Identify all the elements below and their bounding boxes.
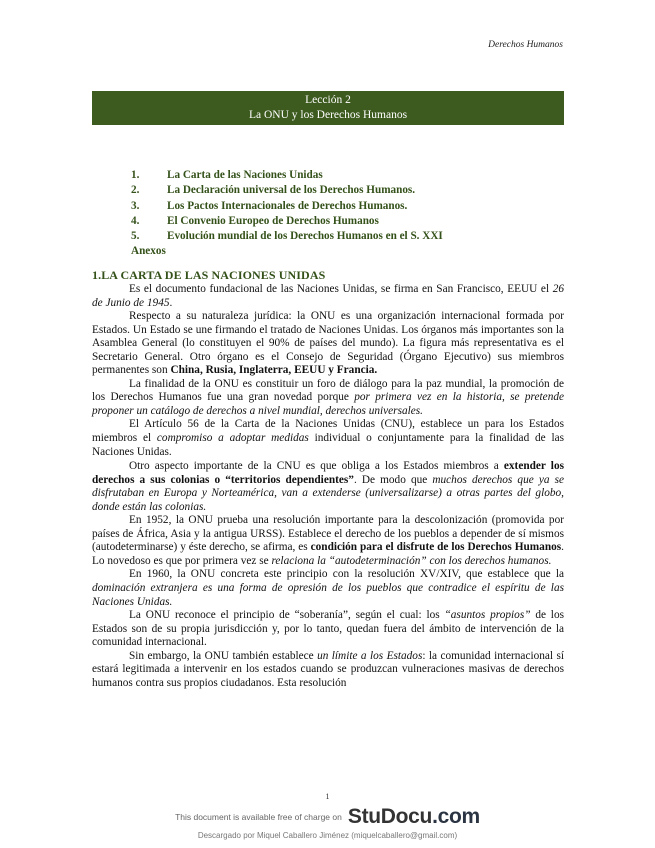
text-run: Es el documento fundacional de las Naciones Unidas, se firma en San Francisco, EEUU el xyxy=(129,283,553,295)
toc-item-text: Los Pactos Internacionales de Derechos Humanos. xyxy=(167,199,408,212)
text-run: . De modo que xyxy=(353,473,433,486)
toc-item xyxy=(131,214,571,229)
studocu-logo[interactable] xyxy=(348,805,480,829)
page-number: 1 xyxy=(325,792,330,801)
toc-annex-label: Anexos xyxy=(131,245,166,258)
availability-line xyxy=(175,805,480,829)
lesson-number: Lección 2 xyxy=(305,94,351,106)
running-header: Derechos Humanos xyxy=(488,40,563,50)
text-run: El Artículo 56 de la Carta de la Naciones Unidas (CNU), establece un para los Estados miembros el xyxy=(92,418,564,445)
members-emphasis: China, Rusia, Inglaterra, EEUU y Francia. xyxy=(170,364,378,377)
download-credit: Descargado por Miquel Caballero Jiménez (miquelcaballero@gmail.com) xyxy=(197,831,458,840)
paragraph xyxy=(92,378,564,419)
lesson-banner xyxy=(92,91,564,125)
italic-emphasis: por primera vez en la historia, se pretende proponer un catálogo de derechos a nivel mundial, derechos universales. xyxy=(92,391,564,417)
body-text xyxy=(92,283,564,690)
toc-item-number: 5. xyxy=(131,230,140,243)
paragraph xyxy=(92,609,564,650)
italic-emphasis: compromiso a adoptar medidas xyxy=(156,432,309,445)
toc-item xyxy=(131,199,571,214)
toc-item-number: 3. xyxy=(131,199,140,212)
text-run: de los Estados son de su propia jurisdicción y, por lo tanto, quedan fuera del ámbito de intervención de la comunidad internacional. xyxy=(92,609,564,649)
text-run: . xyxy=(169,296,173,309)
toc-item-number: 4. xyxy=(131,214,140,227)
paragraph xyxy=(92,460,564,514)
paragraph xyxy=(92,514,564,568)
text-run: Respecto a su naturaleza jurídica: la ONU es una organización internacional formada por Estados. Un Estado se une firmando el tratado de Naciones Unidas. Los órganos más importantes son la Asamblea General (lo constituyen el 90% de países del mundo). La figura más representativa es el Secretario General. Otro órgano es el Consejo de Seguridad (Órgano Ejecutivo) sus miembros permanentes son xyxy=(92,310,564,377)
text-run: : la comunidad internacional sí estará legitimada a intervenir en los estados cuando se produzcan vulneraciones masivas de derechos humanos contra sus propios ciudadanos. Esta resolución xyxy=(92,649,564,689)
paragraph xyxy=(92,310,564,378)
studocu-footer xyxy=(0,805,655,840)
toc-item-text: El Convenio Europeo de Derechos Humanos xyxy=(167,214,379,227)
text-run: . Lo novedoso es que por primera vez se xyxy=(92,541,564,567)
paragraph xyxy=(92,418,564,459)
logo-text: StuDocu xyxy=(347,805,433,828)
toc-item-text: La Carta de las Naciones Unidas xyxy=(167,169,323,181)
date-emphasis: 26 de Junio de 1945 xyxy=(92,283,564,309)
bold-emphasis: condición para el disfrute de los Derechos Humanos xyxy=(310,541,562,554)
table-of-contents xyxy=(131,168,571,260)
availability-text: This document is available free of charge on xyxy=(175,812,342,822)
toc-item-number: 1. xyxy=(131,169,140,181)
italic-emphasis: “asuntos propios” xyxy=(444,609,531,622)
toc-item xyxy=(131,229,571,244)
toc-item xyxy=(131,183,571,198)
logo-domain: .com xyxy=(432,805,480,828)
toc-item-text: La Declaración universal de los Derechos Humanos. xyxy=(167,184,416,197)
paragraph xyxy=(92,283,564,310)
text-run: La finalidad de la ONU es constituir un foro de diálogo para la paz mundial, la promoción de los Derechos Humanos fue una gran novedad porque xyxy=(92,377,564,404)
text-run: individual o conjuntamente para la finalidad de las Naciones Unidas. xyxy=(92,432,564,458)
bold-emphasis: extender los derechos a sus colonias o “territorios dependientes” xyxy=(92,460,564,486)
italic-emphasis: un límite a los Estados xyxy=(317,649,423,662)
text-run: En 1960, la ONU concreta este principio con la resolución XV/XIV, que establece que la xyxy=(129,568,564,581)
text-run: La ONU reconoce el principio de “soberanía”, según el cual: los xyxy=(129,609,445,622)
italic-emphasis: dominación extranjera es una forma de opresión de los pueblos que contradice el espíritu de las Naciones Unidas. xyxy=(92,582,564,608)
text-run: En 1952, la ONU prueba una resolución importante para la descolonización (promovida por países de África, Asia y la antigua URSS). Establece el derecho de los pueblos a depender de sí mismos (autodeterminarse) y éste derecho, se afirma, es xyxy=(92,514,564,554)
toc-item xyxy=(131,168,571,183)
toc-item-text: Evolución mundial de los Derechos Humanos en el S. XXI xyxy=(167,230,443,243)
paragraph xyxy=(92,568,564,609)
text-run: Otro aspecto importante de la CNU es que obliga a los Estados miembros a xyxy=(129,460,504,473)
italic-emphasis: muchos derechos que ya se disfrutaban en Europa y Norteamérica, van a extenderse (universalizarse) a otras partes del globo, donde están las colonias. xyxy=(92,473,564,513)
italic-emphasis: relaciona la “autodeterminación” con los derechos humanos. xyxy=(271,554,552,567)
toc-annex xyxy=(131,244,571,259)
section-heading: 1.LA CARTA DE LAS NACIONES UNIDAS xyxy=(92,268,326,282)
toc-item-number: 2. xyxy=(131,184,140,197)
text-run: Sin embargo, la ONU también establece xyxy=(129,649,318,662)
lesson-title: La ONU y los Derechos Humanos xyxy=(248,109,408,121)
paragraph xyxy=(92,650,564,691)
